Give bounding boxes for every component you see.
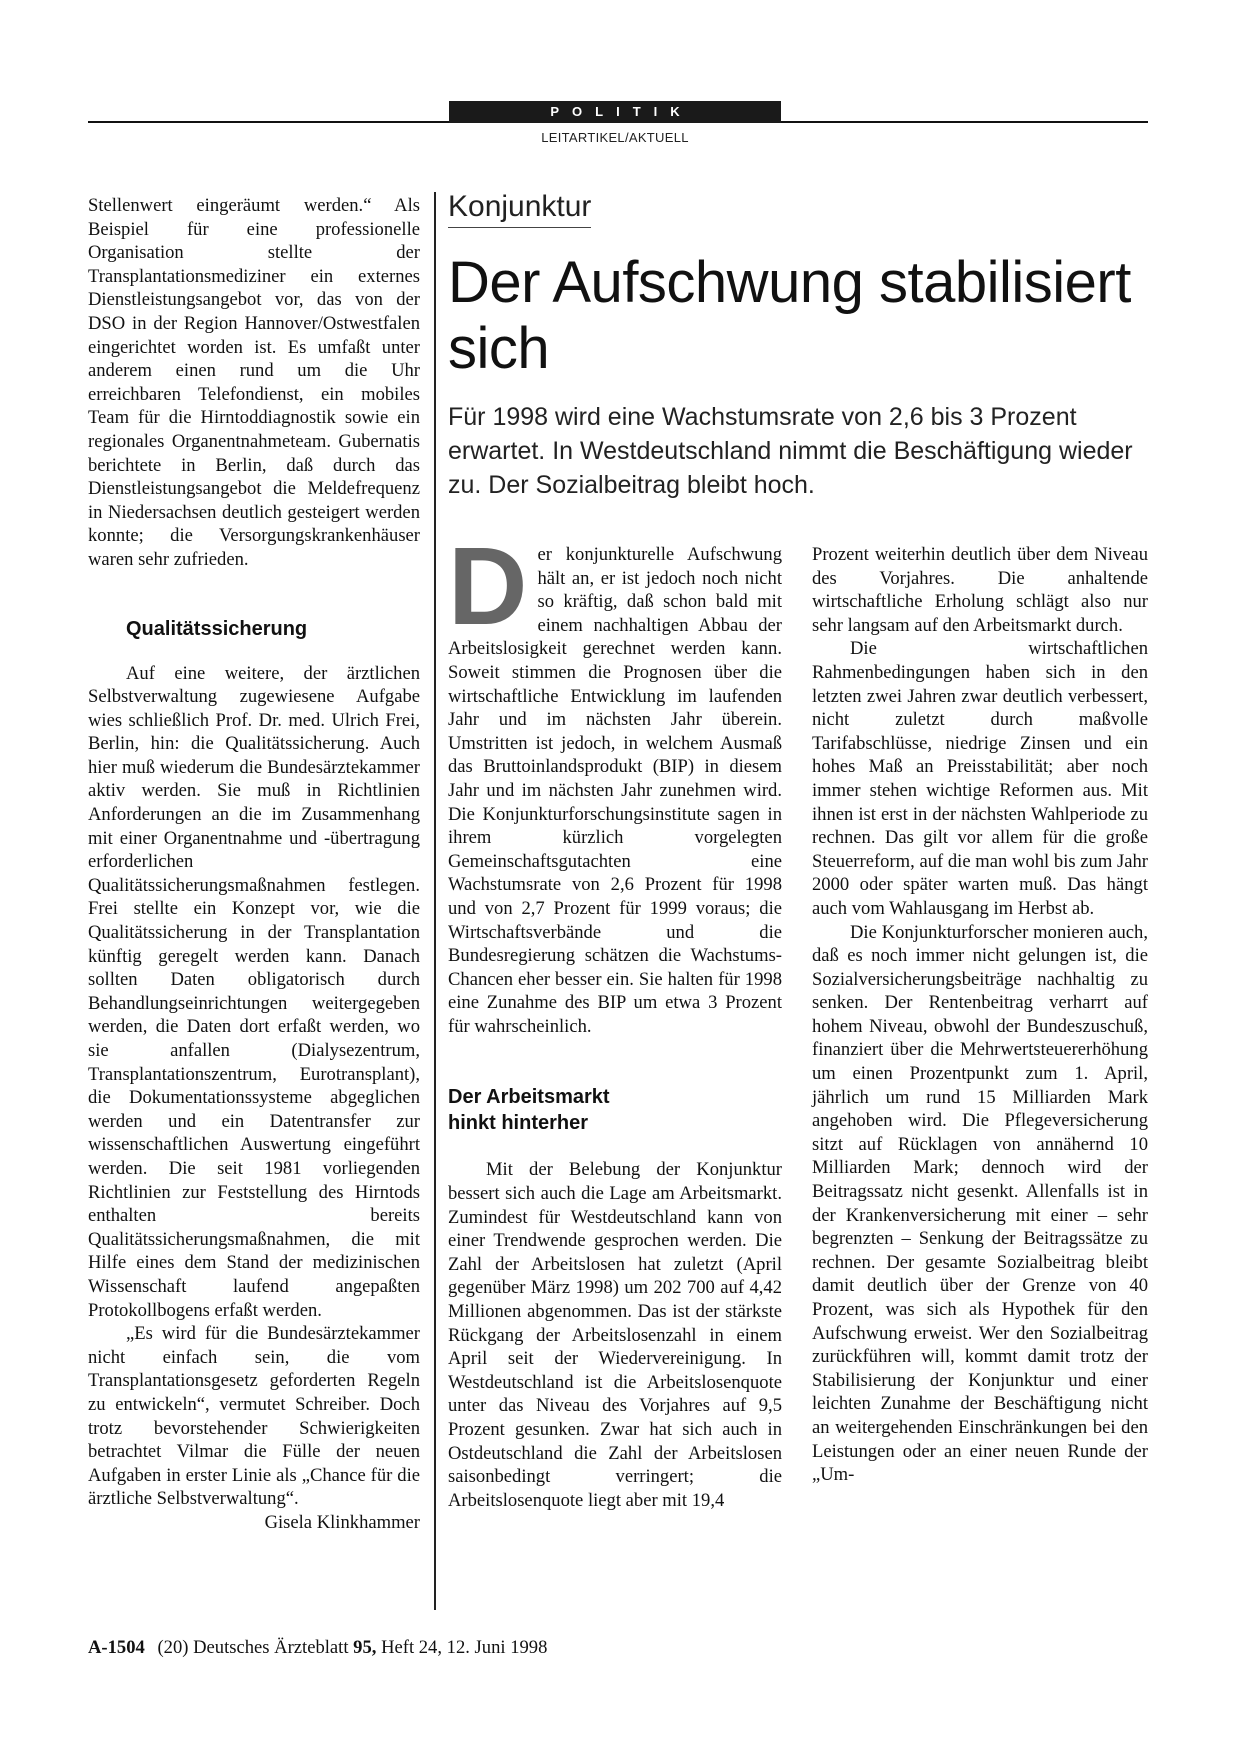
- left-paragraph-3-text: „Es wird für die Bundesärztekammer nicht einfach sein, die vom Transplantationsgesetz geforderten Regeln zu entwickeln“, vermutet Schreiber. Doch trotz bevorstehender Schwierigkeiten betrachtet Vilmar die Fülle der neuen Aufgaben in erster Linie als „Chance für die ärztliche Selbstverwaltung“.: [88, 1323, 420, 1510]
- subsection-label: LEITARTIKEL/AKTUELL: [541, 130, 689, 145]
- right-paragraph-1: Prozent weiterhin deutlich über dem Niveau des Vorjahres. Die anhaltende wirtschaftliche Erholung schlägt also nur sehr langsam auf den Arbeitsmarkt durch.: [812, 544, 1148, 636]
- left-paragraph-3: [88, 1322, 420, 1533]
- left-paragraph-2: Auf eine weitere, der ärztlichen Selbstverwaltung zugewiesene Aufgabe wies schließlich Prof. Dr. med. Ulrich Frei, Berlin, hin: die Qualitätssicherung. Auch hier muß wiederum die Bundesärztekammer aktiv werden. Sie muß in Richtlinien Anforderungen an die im Zusammenhang mit einer Organentnahme und -übertragung erforderlichen Qualitätssicherungsmaßnahmen festlegen. Frei stellte ein Konzept vor, wie die Qualitätssicherung in der Transplantation künftig geregelt werden kann. Danach sollten Daten obligatorisch durch Behandlungseinrichtungen weitergegeben werden, die Daten dort erfaßt werden, wo sie anfallen (Dialysezentrum, Transplantationszentrum, Eurotransplant), die Dokumentationssysteme abgeglichen werden und ein Datentransfer zur wissenschaftlichen Auswertung eingeführt werden. Die seit 1981 vorliegenden Richtlinien zur Feststellung des Hirntods enthalten bereits Qualitätssicherungsmaßnahmen, die mit Hilfe eines dem Stand der medizinischen Wissenschaft laufend angepaßten Protokollbogens erfaßt werden.: [88, 662, 420, 1321]
- author-name: Gisela Klinkhammer: [264, 1511, 420, 1533]
- right-paragraph-2: Die wirtschaftlichen Rahmenbedingungen haben sich in den letzten zwei Jahren zwar deutlich verbessert, nicht zuletzt durch maßvolle Tarifabschlüsse, niedrige Zinsen und ein hohes Maß an Preisstabilität; aber noch immer stehen wichtige Reformen aus. Mit ihnen ist erst in der nächsten Wahlperiode zu rechnen. Das gilt vor allem für die große Steuerreform, auf die man wohl bis zum Jahr 2000 oder später warten muß. Das hängt auch vom Wahlausgang im Herbst ab.: [812, 638, 1148, 919]
- middle-paragraph-1-text: er konjunkturelle Aufschwung hält an, er ist jedoch noch nicht so kräftig, daß schon bald mit einem nachhaltigen Abbau der Arbeitslosigkeit gerechnet werden kann. Soweit stimmen die Prognosen über die wirtschaftliche Entwicklung im laufenden Jahr und im nächsten Jahr überein. Umstritten ist jedoch, in welchem Ausmaß das Bruttoinlandsprodukt (BIP) in diesem Jahr und im nächsten Jahr zunehmen wird. Die Konjunkturforschungsinstitute sagen in ihrem kürzlich vorgelegten Gemeinschaftsgutachten eine Wachstumsrate von 2,6 Prozent für 1998 und von 2,7 Prozent für 1999 voraus; die Wirtschaftsverbände und die Bundesregierung schätzen die Wachstums-Chancen eher besser ein. Sie halten für 1998 eine Zunahme des BIP um etwa 3 Prozent für wahrscheinlich.: [448, 544, 782, 1037]
- article-headline: Der Aufschwung stabilisiert sich: [448, 250, 1131, 381]
- left-paragraph-1: Stellenwert eingeräumt werden.“ Als Beispiel für eine professionelle Organisation stellte der Transplantationsmediziner ein externes Dienstleistungsangebot vor, das von der DSO in der Region Hannover/Ostwestfalen eingerichtet worden ist. Es umfaßt unter anderem einen rund um die Uhr erreichbaren Telefondienst, ein mobiles Team für die Hirntoddiagnostik sowie ein regionales Organentnahmeteam. Gubernatis berichtete in Berlin, daß durch das Dienstleistungsangebot die Meldefrequenz in Niedersachsen deutlich gesteigert werden konnte; die Versorgungskrankenhäuser waren sehr zufrieden.: [88, 195, 420, 570]
- journal-name: Deutsches Ärzteblatt: [193, 1637, 349, 1658]
- page-footer: [88, 1637, 547, 1659]
- journal-volume: 95,: [353, 1637, 377, 1658]
- section-label: POLITIK: [449, 101, 781, 123]
- column-divider: [434, 192, 436, 1610]
- subhead-arbeitsmarkt: Der Arbeitsmarkt hinkt hinterher: [448, 1086, 610, 1135]
- page-code: A-1504: [88, 1637, 145, 1658]
- middle-column: [448, 525, 782, 1512]
- middle-paragraph-2: Mit der Belebung der Konjunktur bessert sich auch die Lage am Arbeitsmarkt. Zumindest für Westdeutschland kann von einer Trendwende gesprochen werden. Die Zahl der Arbeitslosen hat zuletzt (April gegenüber März 1998) um 202 700 auf 4,42 Millionen abgenommen. Das ist der stärkste Rückgang der Arbeitslosenzahl in einem April seit der Wiedervereinigung. In Westdeutschland ist die Arbeitslosenquote unter das Niveau des Vorjahres auf 9,5 Prozent gesunken. Zwar hat sich auch in Ostdeutschland die Zahl der Arbeitslosen saisonbedingt verringert; die Arbeitslosenquote liegt aber mit 19,4: [448, 1159, 782, 1511]
- left-column: [88, 194, 420, 1534]
- article-standfirst: Für 1998 wird eine Wachstumsrate von 2,6 bis 3 Prozent erwartet. In Westdeutschland nimmt die Beschäftigung wieder zu. Der Sozialbeitrag bleibt hoch.: [448, 403, 1133, 499]
- drop-cap: D: [448, 525, 528, 648]
- article-kicker: Konjunktur: [448, 190, 591, 228]
- subhead-qualitaetssicherung: Qualitätssicherung: [126, 617, 308, 640]
- page-number: (20): [157, 1637, 189, 1658]
- right-paragraph-3: Die Konjunkturforscher monieren auch, daß es noch immer nicht gelungen ist, die Sozialversicherungsbeiträge nachhaltig zu senken. Der Rentenbeitrag verharrt auf hohem Niveau, obwohl der Bundeszuschuß, finanziert über die Mehrwertsteuererhöhung um einen Prozentpunkt zum 1. April, jährlich um rund 15 Milliarden Mark angehoben wird. Die Pflegeversicherung sitzt auf Rücklagen von annähernd 10 Milliarden Mark; dennoch wird der Beitragssatz nicht gesenkt. Allenfalls ist in der Krankenversicherung mit einer – sehr begrenzten – Senkung der Beitragssätze zu rechnen. Der gesamte Sozialbeitrag bleibt damit deutlich über der Grenze von 40 Prozent, was sich als Hypothek für den Aufschwung erweist. Wer den Sozialbeitrag zurückführen will, kommt damit trotz der Stabilisierung der Konjunktur und einer leichten Zunahme der Beschäftigung nicht an weitergehenden Einschränkungen bei den Leistungen oder an einer neuen Runde der „Um-: [812, 921, 1148, 1486]
- journal-issue: Heft 24, 12. Juni 1998: [381, 1637, 548, 1658]
- middle-paragraph-1: [448, 525, 782, 1038]
- right-column: [812, 543, 1148, 1487]
